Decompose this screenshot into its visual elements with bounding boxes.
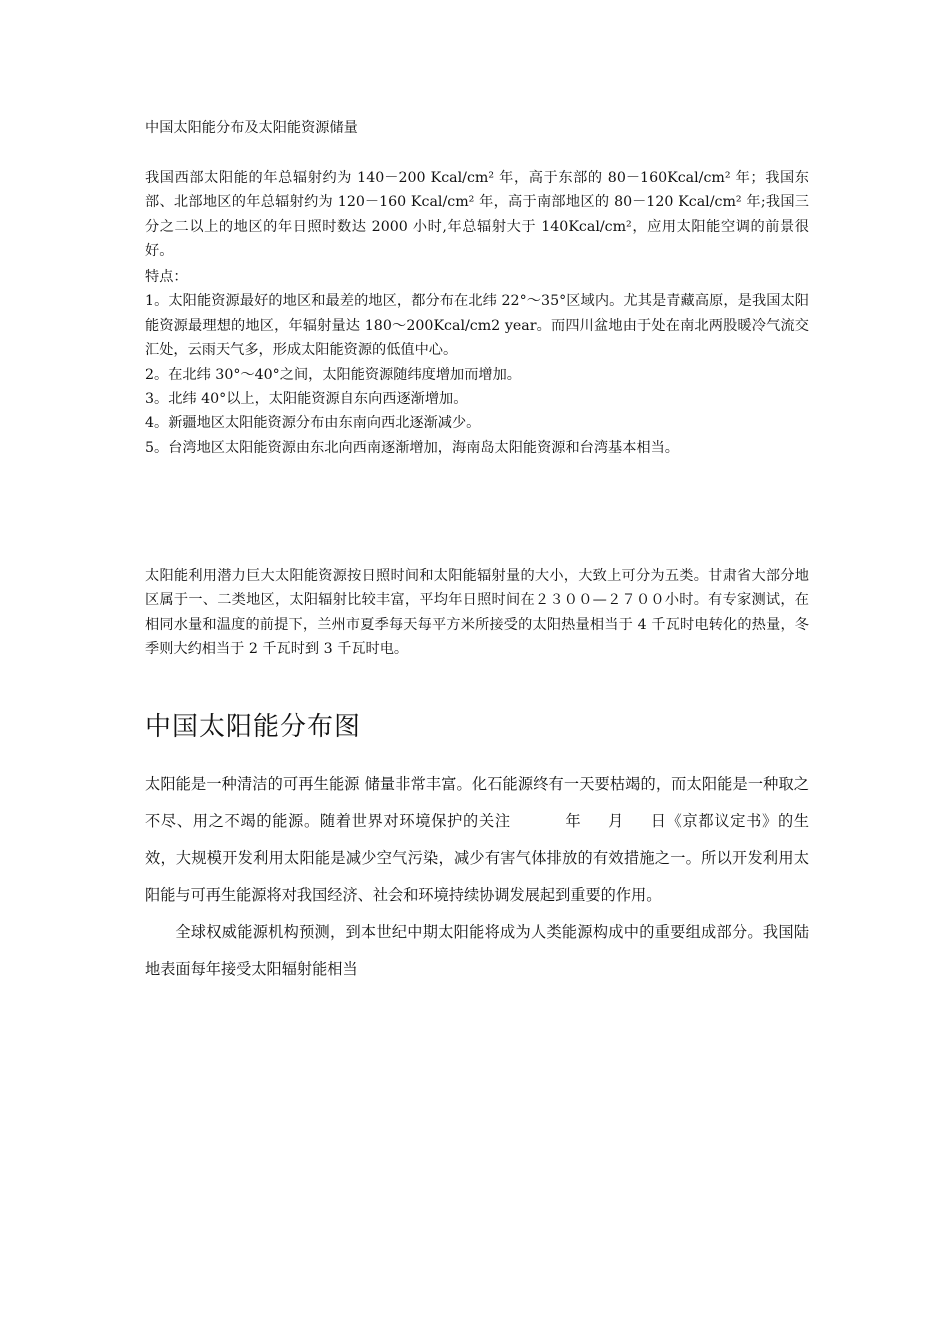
body-paragraph-1-start: 太阳能是一种清洁的可再生能源 储量非常丰富。化石能源终有一天要枯竭的，而太阳能是一种取之不尽、用之不竭的能源。随着世界对环境保护的关注 [145,775,809,830]
feature-item-1: 1。太阳能资源最好的地区和最差的地区，都分布在北纬 22°～35°区域内。尤其是青藏高原，是我国太阳能资源最理想的地区，年辐射量达 180～200Kcal/cm2 year。而四川盆地由于处在南北两股暖冷气流交汇处，云雨天气多，形成太阳能资源的低值中心。 [145,293,809,359]
body-paragraph-1 [145,766,809,914]
intro-paragraph [145,166,809,264]
document-title: 中国太阳能分布及太阳能资源储量 [145,120,358,136]
feature-item-2: 2。在北纬 30°～40°之间，太阳能资源随纬度增加而增加。 [145,366,521,383]
date-month-label: 月 [607,812,624,830]
section-heading: 中国太阳能分布图 [145,712,362,742]
potential-paragraph [145,564,809,662]
potential-text: 太阳能利用潜力巨大太阳能资源按日照时间和太阳能辐射量的大小，大致上可分为五类。甘肃省大部分地区属于一、二类地区，太阳辐射比较丰富，平均年日照时间在２３００—２７００小时。有专家测试，在相同水量和温度的前提下，兰州市夏季每天每平方米所接受的太阳热量相当于 4 千瓦时电转化的热量，冬季则大约相当于 2 千瓦时到 3 千瓦时电。 [145,568,809,658]
features-section [145,265,809,460]
feature-item-5: 5。台湾地区太阳能资源由东北向西南逐渐增加，海南岛太阳能资源和台湾基本相当。 [145,439,679,456]
body-paragraph-1-end: 《京都议定书》的生效，大规模开发利用太阳能是减少空气污染，减少有害气体排放的有效措施之一。所以开发利用太阳能与可再生能源将对我国经济、社会和环境持续协调发展起到重要的作用。 [145,812,810,904]
date-day-label: 日 [650,812,667,830]
feature-item-4: 4。新疆地区太阳能资源分布由东南向西北逐渐减少。 [145,415,481,432]
feature-item-3: 3。北纬 40°以上，太阳能资源自东向西逐渐增加。 [145,391,468,408]
document-page [145,0,809,1344]
intro-text: 我国西部太阳能的年总辐射约为 140－200 Kcal/cm² 年，高于东部的 80－160Kcal/cm² 年；我国东部、北部地区的年总辐射约为 120－160 Kcal/cm² 年，高于南部地区的 80－120 Kcal/cm² 年;我国三分之二以上的地区的年日照时数达 2000 小时,年总辐射大于 140Kcal/cm²，应用太阳能空调的前景很好。 [145,170,809,260]
body-paragraph-2: 全球权威能源机构预测，到本世纪中期太阳能将成为人类能源构成中的重要组成部分。我国陆地表面每年接受太阳辐射能相当 [145,923,809,978]
features-label: 特点： [145,269,188,285]
body-section [145,766,809,988]
date-year-label: 年 [564,812,582,830]
